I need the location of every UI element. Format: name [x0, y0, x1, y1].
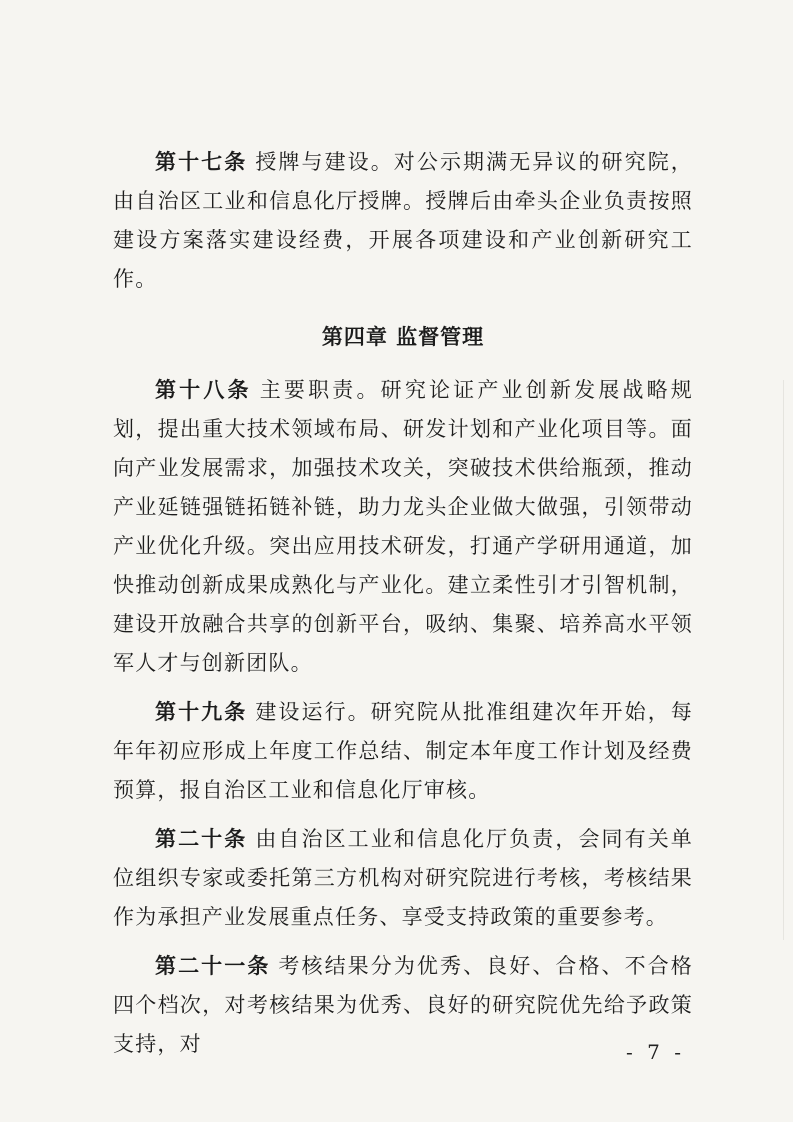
page-number: - 7 - [626, 1040, 685, 1064]
article-21-text: 考核结果分为优秀、良好、合格、不合格四个档次，对考核结果为优秀、良好的研究院优先给予政策支持，对 [113, 954, 694, 1056]
article-19-number: 第十九条 [155, 699, 248, 724]
article-21-number: 第二十一条 [155, 953, 271, 978]
article-18-number: 第十八条 [155, 377, 252, 402]
article-18-paragraph [113, 370, 693, 683]
body-text [113, 142, 693, 1064]
article-21-paragraph [113, 946, 693, 1064]
article-20-number: 第二十条 [155, 826, 248, 851]
article-19-text: 建设运行。研究院从批准组建次年开始，每年年初应形成上年度工作总结、制定本年度工作计划及经费预算，报自治区工业和信息化厅审核。 [113, 700, 693, 802]
article-19-paragraph [113, 692, 693, 810]
article-17-text: 授牌与建设。对公示期满无异议的研究院，由自治区工业和信息化厅授牌。授牌后由牵头企业负责按照建设方案落实建设经费，开展各项建设和产业创新研究工作。 [113, 150, 693, 291]
article-20-text: 由自治区工业和信息化厅负责，会同有关单位组织专家或委托第三方机构对研究院进行考核，考核结果作为承担产业发展重点任务、享受支持政策的重要参考。 [113, 827, 693, 929]
article-20-paragraph [113, 819, 693, 937]
article-17-paragraph [113, 142, 693, 299]
article-17-number: 第十七条 [155, 149, 248, 174]
scan-margin-line [783, 380, 784, 940]
article-18-text: 主要职责。研究论证产业创新发展战略规划，提出重大技术领域布局、研发计划和产业化项目等。面向产业发展需求，加强技术攻关，突破技术供给瓶颈，推动产业延链强链拓链补链，助力龙头企业做大做强，引领带动产业优化升级。突出应用技术研发，打通产学研用通道，加快推动创新成果成熟化与产业化。建立柔性引才引智机制，建设开放融合共享的创新平台，吸纳、集聚、培养高水平领军人才与创新团队。 [113, 378, 693, 675]
chapter-title: 第四章 监督管理 [321, 325, 485, 349]
